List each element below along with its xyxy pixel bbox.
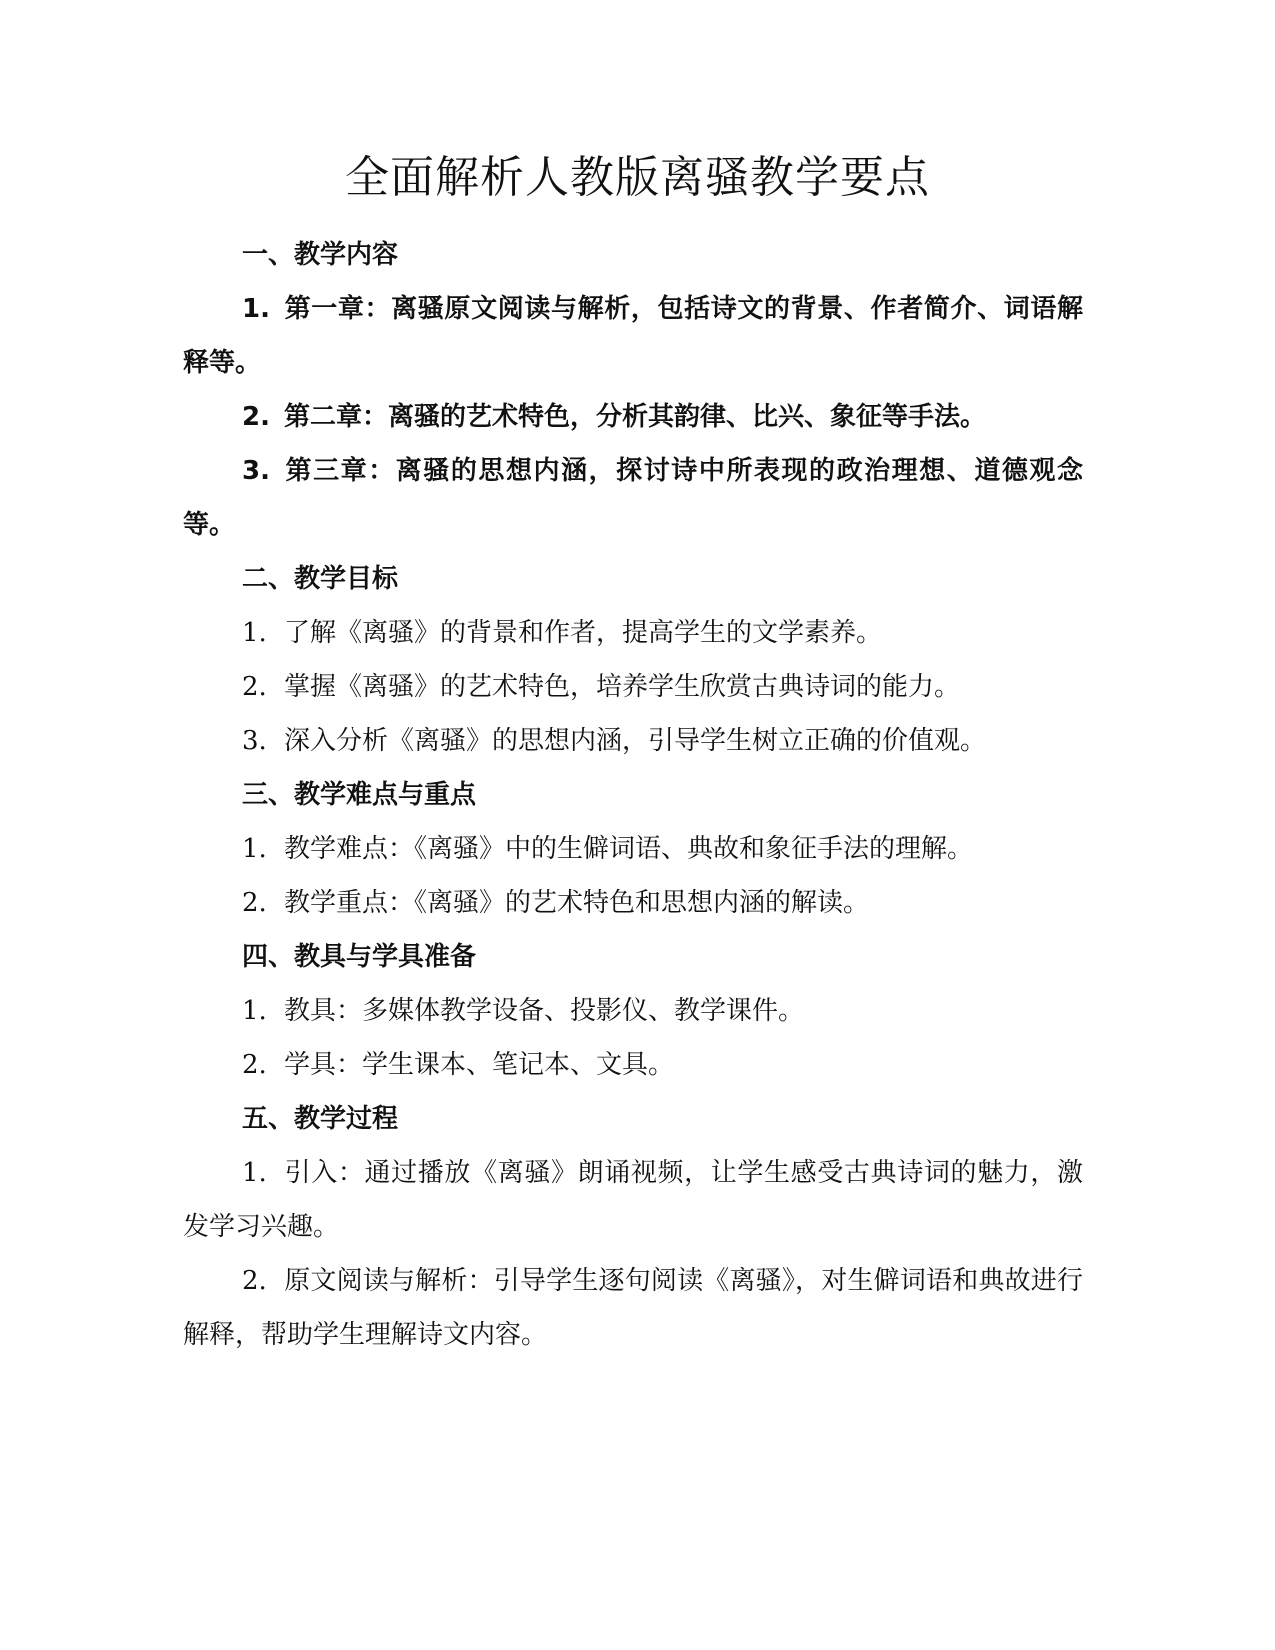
list-item xyxy=(183,876,1083,930)
item-text: 第三章：离骚的思想内涵，探讨诗中所表现的政治理想、道德观念等。 xyxy=(183,456,1083,540)
item-text: 深入分析《离骚》的思想内涵，引导学生树立正确的价值观。 xyxy=(284,726,987,756)
item-number: 1. xyxy=(242,834,267,864)
item-number: 3. xyxy=(242,726,267,756)
item-number: 2. xyxy=(242,888,267,918)
item-text: 教学重点：《离骚》的艺术特色和思想内涵的解读。 xyxy=(284,888,870,918)
list-item xyxy=(183,1146,1083,1254)
item-text: 教学难点：《离骚》中的生僻词语、典故和象征手法的理解。 xyxy=(284,834,974,864)
item-text: 学具：学生课本、笔记本、文具。 xyxy=(284,1050,675,1080)
list-item xyxy=(183,822,1083,876)
list-item xyxy=(183,390,1083,444)
list-item xyxy=(183,1254,1083,1362)
item-text: 了解《离骚》的背景和作者，提高学生的文学素养。 xyxy=(284,618,883,648)
item-number: 2. xyxy=(242,672,267,702)
item-text: 引入：通过播放《离骚》朗诵视频，让学生感受古典诗词的魅力，激发学习兴趣。 xyxy=(183,1158,1083,1242)
item-number: 2. xyxy=(242,1266,267,1296)
section-heading-difficulties: 三、教学难点与重点 xyxy=(242,780,477,810)
section-heading-teaching-content: 一、教学内容 xyxy=(242,240,399,270)
item-text: 掌握《离骚》的艺术特色，培养学生欣赏古典诗词的能力。 xyxy=(284,672,961,702)
item-text: 第二章：离骚的艺术特色，分析其韵律、比兴、象征等手法。 xyxy=(284,402,987,432)
item-number: 2. xyxy=(242,402,270,432)
list-item xyxy=(183,444,1083,552)
list-item xyxy=(183,282,1083,390)
item-number: 1. xyxy=(242,294,270,324)
list-item xyxy=(183,660,1083,714)
list-item xyxy=(183,1038,1083,1092)
document-body xyxy=(183,228,1083,1362)
item-number: 3. xyxy=(242,456,270,486)
list-item xyxy=(183,714,1083,768)
section-heading-teaching-goals: 二、教学目标 xyxy=(242,564,399,594)
section-heading-materials: 四、教具与学具准备 xyxy=(242,942,477,972)
list-item xyxy=(183,606,1083,660)
section-heading-process: 五、教学过程 xyxy=(242,1104,399,1134)
item-number: 1. xyxy=(242,1158,267,1188)
list-item xyxy=(183,984,1083,1038)
item-number: 1. xyxy=(242,618,267,648)
item-text: 第一章：离骚原文阅读与解析，包括诗文的背景、作者简介、词语解释等。 xyxy=(183,294,1083,378)
document-title: 全面解析人教版离骚教学要点 xyxy=(345,152,930,203)
item-text: 原文阅读与解析：引导学生逐句阅读《离骚》，对生僻词语和典故进行解释，帮助学生理解诗文内容。 xyxy=(183,1266,1083,1350)
item-number: 1. xyxy=(242,996,267,1026)
item-text: 教具：多媒体教学设备、投影仪、教学课件。 xyxy=(284,996,805,1026)
item-number: 2. xyxy=(242,1050,267,1080)
